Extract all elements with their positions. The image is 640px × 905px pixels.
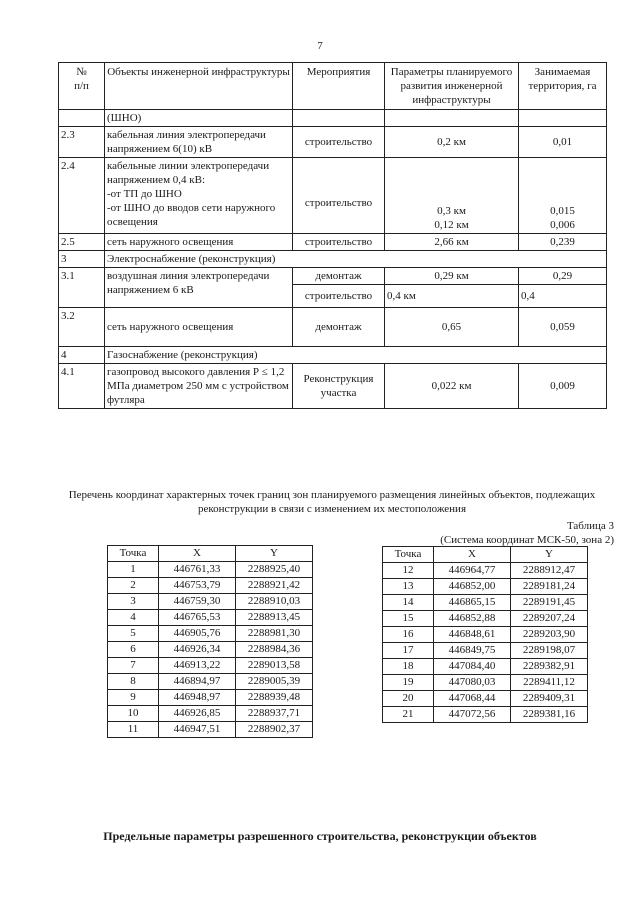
cell-area: 0,059 [519,308,607,347]
cell-measure: строительство [293,234,385,251]
cell-area: 0,29 [519,268,607,285]
cell-x: 446894,97 [159,674,236,690]
table-row [383,627,588,643]
header-area: Занимаемая территория, га [519,63,607,110]
table-row [59,364,607,409]
page-number: 7 [317,40,323,52]
table-header-row [59,63,607,110]
cell-x: 446913,22 [159,658,236,674]
table-row [383,659,588,675]
table-section-row [59,347,607,364]
cell-num: 3.2 [59,308,105,347]
infrastructure-table [58,62,607,409]
cell-param: 0,3 км 0,12 км [385,158,519,234]
cell-y: 2288937,71 [236,706,313,722]
cell-x: 446964,77 [434,563,511,579]
cell-x: 446947,51 [159,722,236,738]
cell-object: кабельные линии электропередачи напряжением 0,4 кВ: -от ТП до ШНО -от ШНО до вводов сети наружного освещения [105,158,293,234]
coords-left-body [108,562,313,738]
cell-param: 2,66 км [385,234,519,251]
cell-x: 446849,75 [434,643,511,659]
cell-point: 18 [383,659,434,675]
table-row [383,611,588,627]
cell-y: 2289207,24 [511,611,588,627]
cell-num: 2.4 [59,158,105,234]
header-point: Точка [383,547,434,563]
cell-param: 0,29 км [385,268,519,285]
header-measures: Мероприятия [293,63,385,110]
cell-y: 2288910,03 [236,594,313,610]
header-point: Точка [108,546,159,562]
table-row [383,595,588,611]
cell-y: 2288902,37 [236,722,313,738]
cell-point: 4 [108,610,159,626]
cell-point: 9 [108,690,159,706]
cell-point: 6 [108,642,159,658]
table-row [108,642,313,658]
cell-point: 20 [383,691,434,707]
section-heading: Предельные параметры разрешенного строительства, реконструкции объектов [103,829,537,843]
cell-area: 0,009 [519,364,607,409]
cell-y: 2288925,40 [236,562,313,578]
cell-num [59,110,105,127]
cell-point: 2 [108,578,159,594]
cell-param [385,110,519,127]
cell-x: 446852,88 [434,611,511,627]
coordinates-caption: Перечень координат характерных точек границ зон планируемого размещения линейных объектов, подлежащих реконструкции в связи с изменением их местоположения [68,489,596,515]
header-x: X [434,547,511,563]
cell-point: 19 [383,675,434,691]
table-row [59,158,607,234]
cell-num: 2.3 [59,127,105,158]
cell-point: 5 [108,626,159,642]
cell-x: 447072,56 [434,707,511,723]
cell-param: 0,4 км [385,285,519,308]
cell-measure: строительство [293,127,385,158]
table-row [383,675,588,691]
table-row [59,268,607,285]
cell-area: 0,239 [519,234,607,251]
cell-x: 446852,00 [434,579,511,595]
cell-area: 0,4 [519,285,607,308]
cell-x: 446765,53 [159,610,236,626]
cell-y: 2289013,58 [236,658,313,674]
cell-y: 2289191,45 [511,595,588,611]
cell-num: 4.1 [59,364,105,409]
cell-measure: демонтаж [293,308,385,347]
cell-param: 0,2 км [385,127,519,158]
cell-area: 0,015 0,006 [519,158,607,234]
cell-point: 16 [383,627,434,643]
cell-x: 447084,40 [434,659,511,675]
cell-x: 447080,03 [434,675,511,691]
table-row [108,626,313,642]
cell-y: 2289203,90 [511,627,588,643]
cell-measure: строительство [293,285,385,308]
cell-y: 2288921,42 [236,578,313,594]
cell-x: 446926,85 [159,706,236,722]
cell-x: 446761,33 [159,562,236,578]
header-num: № п/п [59,63,105,110]
cell-y: 2289005,39 [236,674,313,690]
cell-measure: Реконструкция участка [293,364,385,409]
coords-header-row [108,546,313,562]
cell-point: 1 [108,562,159,578]
table-row [108,658,313,674]
cell-measure [293,110,385,127]
cell-measure: строительство [293,158,385,234]
cell-x: 446948,97 [159,690,236,706]
cell-point: 12 [383,563,434,579]
cell-object: газопровод высокого давления Р ≤ 1,2 МПа диаметром 250 мм с устройством футляра [105,364,293,409]
table-row [383,643,588,659]
cell-point: 11 [108,722,159,738]
cell-num: 3.1 [59,268,105,308]
cell-x: 446759,30 [159,594,236,610]
cell-param: 0,022 км [385,364,519,409]
cell-x: 446848,61 [434,627,511,643]
table-row [108,562,313,578]
cell-y: 2289198,07 [511,643,588,659]
header-params: Параметры планируемого развития инженерной инфраструктуры [385,63,519,110]
cell-x: 446926,34 [159,642,236,658]
coords-right-body [383,563,588,723]
cell-y: 2289411,12 [511,675,588,691]
table-row [59,308,607,347]
table-row [59,234,607,251]
table-label: Таблица 3 [566,520,614,532]
cell-y: 2288984,36 [236,642,313,658]
table-row [108,578,313,594]
table-row [108,610,313,626]
header-objects: Объекты инженерной инфраструктуры [105,63,293,110]
cell-measure: демонтаж [293,268,385,285]
cell-num: 2.5 [59,234,105,251]
cell-param: 0,65 [385,308,519,347]
table-row [108,706,313,722]
table-row [383,691,588,707]
cell-object: кабельная линия электропередачи напряжением 6(10) кВ [105,127,293,158]
table-row [59,110,607,127]
cell-y: 2289382,91 [511,659,588,675]
cell-y: 2288913,45 [236,610,313,626]
table-row [108,690,313,706]
table-section-row [59,251,607,268]
cell-x: 447068,44 [434,691,511,707]
header-x: X [159,546,236,562]
cell-num: 3 [59,251,105,268]
section-title: Газоснабжение (реконструкция) [105,347,607,364]
section-title: Электроснабжение (реконструкция) [105,251,607,268]
cell-object: (ШНО) [105,110,293,127]
cell-object: воздушная линия электропередачи напряжением 6 кВ [105,268,293,308]
coordinates-table-left [107,545,313,738]
cell-x: 446865,15 [434,595,511,611]
cell-x: 446753,79 [159,578,236,594]
cell-y: 2289409,31 [511,691,588,707]
cell-object: сеть наружного освещения [105,308,293,347]
cell-point: 7 [108,658,159,674]
coordinates-table-right [382,546,588,723]
table-row [108,722,313,738]
cell-y: 2289381,16 [511,707,588,723]
table-row [383,563,588,579]
cell-num: 4 [59,347,105,364]
cell-point: 10 [108,706,159,722]
table-row [108,594,313,610]
cell-y: 2288981,30 [236,626,313,642]
cell-y: 2289181,24 [511,579,588,595]
cell-y: 2288912,47 [511,563,588,579]
cell-x: 446905,76 [159,626,236,642]
cell-point: 14 [383,595,434,611]
table-row [383,579,588,595]
table-row [108,674,313,690]
header-y: Y [511,547,588,563]
cell-object: сеть наружного освещения [105,234,293,251]
table-row [383,707,588,723]
cell-point: 8 [108,674,159,690]
cell-point: 13 [383,579,434,595]
cell-area [519,110,607,127]
coordinate-system-label: (Система координат МСК-50, зона 2) [440,534,614,546]
coords-header-row [383,547,588,563]
table-row [59,127,607,158]
cell-point: 15 [383,611,434,627]
cell-area: 0,01 [519,127,607,158]
cell-point: 21 [383,707,434,723]
cell-y: 2288939,48 [236,690,313,706]
cell-point: 17 [383,643,434,659]
header-y: Y [236,546,313,562]
cell-point: 3 [108,594,159,610]
